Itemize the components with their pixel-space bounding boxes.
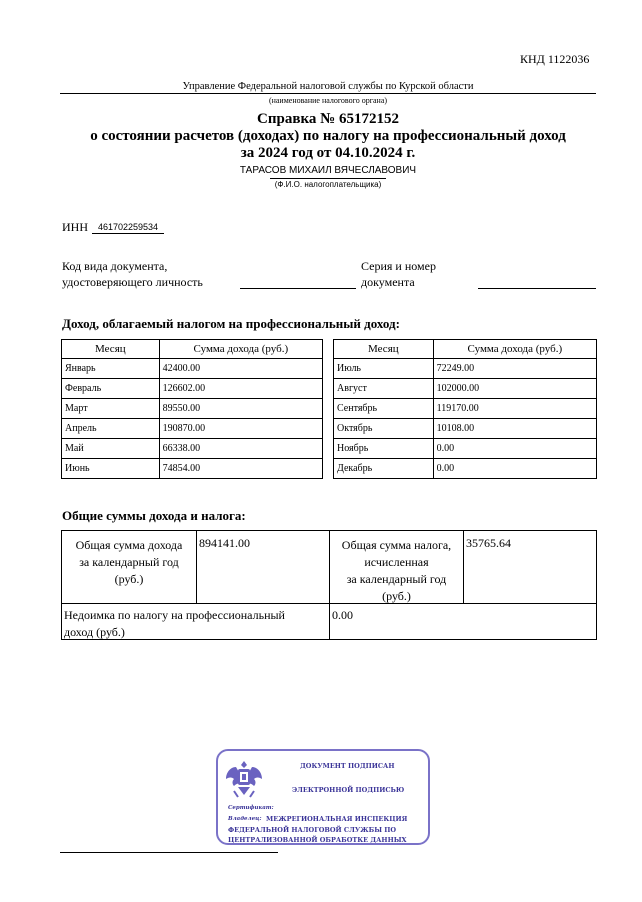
sum-cell: 190870.00 <box>159 419 322 439</box>
column-header-month: Месяц <box>334 340 434 359</box>
document-series-label: Серия и номер документа <box>361 259 436 289</box>
table-row <box>62 459 323 479</box>
taxpayer-name-caption: (Ф.И.О. налогоплательщика) <box>274 180 382 189</box>
tax-authority-caption: (наименование налогового органа) <box>268 96 388 105</box>
table-row <box>334 459 597 479</box>
sum-cell: 66338.00 <box>159 439 322 459</box>
inn-label: ИНН <box>62 220 88 234</box>
taxpayer-name: ТАРАСОВ МИХАИЛ ВЯЧЕСЛАВОВИЧ <box>239 165 417 176</box>
total-tax-label: Общая сумма налога, исчисленная за календарный год (руб.) <box>329 530 464 604</box>
owner-line1: МЕЖРЕГИОНАЛЬНАЯ ИНСПЕКЦИЯ <box>266 815 408 823</box>
totals-heading: Общие суммы дохода и налога: <box>62 508 246 523</box>
arrears-value: 0.00 <box>329 603 597 640</box>
table-row <box>62 399 323 419</box>
sum-cell: 72249.00 <box>433 359 596 379</box>
sum-cell: 0.00 <box>433 439 596 459</box>
month-cell: Январь <box>62 359 160 379</box>
month-cell: Ноябрь <box>334 439 434 459</box>
sum-cell: 0.00 <box>433 459 596 479</box>
sum-cell: 10108.00 <box>433 419 596 439</box>
signature-line <box>60 852 278 853</box>
column-header-month: Месяц <box>62 340 160 359</box>
inn-value: 461702259534 <box>92 222 164 234</box>
sum-cell: 119170.00 <box>433 399 596 419</box>
sum-cell: 89550.00 <box>159 399 322 419</box>
month-cell: Август <box>334 379 434 399</box>
total-tax-value: 35765.64 <box>463 530 597 604</box>
month-cell: Октябрь <box>334 419 434 439</box>
column-header-sum: Сумма дохода (руб.) <box>433 340 596 359</box>
income-heading: Доход, облагаемый налогом на профессиональный доход: <box>62 316 400 331</box>
owner-label: Владелец: <box>228 816 262 822</box>
document-code-field <box>240 288 356 289</box>
sum-cell: 74854.00 <box>159 459 322 479</box>
table-row <box>62 419 323 439</box>
taxpayer-name-underline <box>270 178 386 179</box>
certificate-number: Справка № 65172152 <box>257 111 399 127</box>
certificate-subject: о состоянии расчетов (доходах) по налогу на профессиональный доход <box>90 128 566 144</box>
table-row <box>334 419 597 439</box>
income-table-left <box>61 339 323 479</box>
month-cell: Май <box>62 439 160 459</box>
total-income-label: Общая сумма дохода за календарный год (руб.) <box>61 530 197 604</box>
sum-cell: 126602.00 <box>159 379 322 399</box>
table-row <box>334 359 597 379</box>
table-row <box>62 359 323 379</box>
certificate-label: Сертификат: <box>228 805 274 811</box>
stamp-title-line1: ДОКУМЕНТ ПОДПИСАН <box>300 762 395 770</box>
tax-authority-name: Управление Федеральной налоговой службы по Курской области <box>60 81 596 94</box>
column-header-sum: Сумма дохода (руб.) <box>159 340 322 359</box>
coat-of-arms-icon <box>222 757 266 801</box>
sum-cell: 102000.00 <box>433 379 596 399</box>
document-code-label: Код вида документа, удостоверяющего личность <box>62 259 203 289</box>
month-cell: Февраль <box>62 379 160 399</box>
total-income-value: 894141.00 <box>196 530 330 604</box>
month-cell: Март <box>62 399 160 419</box>
month-cell: Июль <box>334 359 434 379</box>
owner-line2: ФЕДЕРАЛЬНОЙ НАЛОГОВОЙ СЛУЖБЫ ПО <box>228 826 397 834</box>
document-series-field <box>478 288 596 289</box>
form-code: КНД 1122036 <box>520 52 590 66</box>
month-cell: Апрель <box>62 419 160 439</box>
month-cell: Декабрь <box>334 459 434 479</box>
table-row <box>334 379 597 399</box>
sum-cell: 42400.00 <box>159 359 322 379</box>
table-row <box>62 379 323 399</box>
income-table-right <box>333 339 597 479</box>
arrears-label: Недоимка по налогу на профессиональный доход (руб.) <box>61 603 330 640</box>
table-row <box>334 439 597 459</box>
stamp-title-line2: ЭЛЕКТРОННОЙ ПОДПИСЬЮ <box>292 786 405 794</box>
table-row <box>62 439 323 459</box>
month-cell: Сентябрь <box>334 399 434 419</box>
electronic-signature-stamp <box>216 749 430 845</box>
certificate-period: за 2024 год от 04.10.2024 г. <box>240 145 416 161</box>
month-cell: Июнь <box>62 459 160 479</box>
owner-line3: ЦЕНТРАЛИЗОВАННОЙ ОБРАБОТКЕ ДАННЫХ <box>228 836 407 844</box>
table-row <box>334 399 597 419</box>
